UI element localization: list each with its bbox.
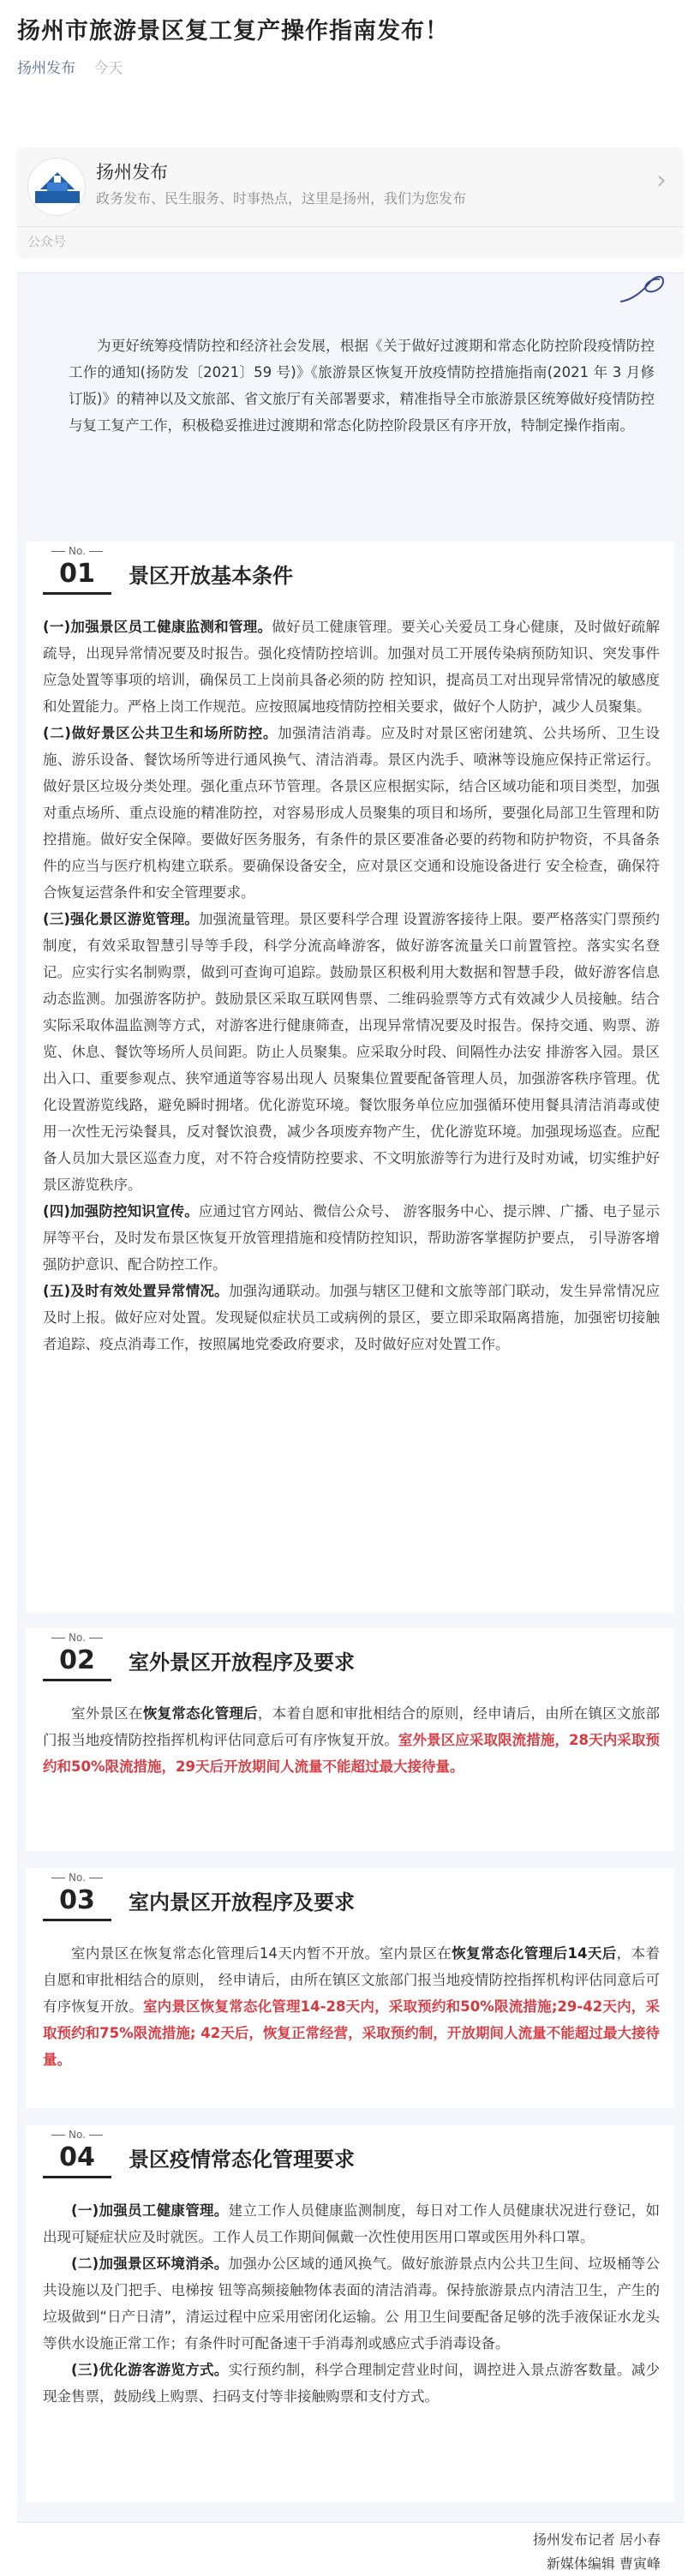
article-meta xyxy=(17,58,123,79)
chevron-right-icon: › xyxy=(656,165,667,195)
paragraph-text: 做好员工健康管理。要关心关爱员工身心健康，及时做好疏解疏导，出现异常情况要及时报告。强化疫情防控培训。加强对员工开展传染病预防知识、突发事件应急处置等事项的培训，确保员工上岗前具备必须的防 控知识，提高员工对出现异常情况的敏感度和处置能力。严格上岗工作规范。应按照属地疫情防控相关要求，做好个人防护，减少人员聚集。 xyxy=(43,619,660,715)
paragraph xyxy=(43,2197,660,2250)
paragraph xyxy=(43,2250,660,2357)
yangzhou-logo-icon xyxy=(28,159,86,216)
paragraph-lead: (二)加强景区环境消杀。 xyxy=(71,2255,229,2272)
section-body xyxy=(43,1940,660,2073)
paragraph-lead: (一)加强景区员工健康监测和管理。 xyxy=(43,619,272,635)
section-02 xyxy=(26,1628,674,1851)
section-number: 04 xyxy=(43,2141,111,2178)
paragraph-emphasis: 恢复常态化管理后14天后 xyxy=(452,1945,617,1962)
paragraph-lead: (三)优化游客游览方式。 xyxy=(71,2362,229,2378)
paragraph-text: 加强流量管理。景区要科学合理 设置游客接待上限。要严格落实门票预约制度，有效采取智慧引导等手段，科学分流高峰游客，做好游客流量关口前置管控。落实实名登记。应实行实名制购票，做到可查询可追踪。鼓励景区积极利用大数据和智慧手段，做好游客信息动态监测。加强游客防护。鼓励景区采取互联网售票、二维码验票等方式有效减少人员接触。结合实际采取体温监测等方式，对游客进行健康筛查，出现异常情况要及时报告。保持交通、购票、游览、休息、餐饮等场所人员间距。防止人员聚集。应采取分时段、间隔性办法安 排游客入园。景区出入口、重要参观点、狭窄通道等容易出现人 员聚集位置要配备管理人员，加强游客秩序管理。优化设置游览线路，避免瞬时拥堵。优化游览环境。餐饮服务单位应加强循环使用餐具清洁消毒或使用一次性无污染餐具，反对餐饮浪费，减少各项废弃物产生，优化游览环境。加强现场巡查。应配备人员加大景区巡查力度，对不符合疫情防控要求、不文明旅游等行为进行及时劝诫，切实维护好景区游览秩序。 xyxy=(43,911,660,1193)
paragraph-text: 加强清洁消毒。应及时对景区密闭建筑、公共场所、卫生设施、游乐设备、餐饮场所等进行通风换气、清洁消毒。景区内洗手、喷淋等设施应保持正常运行。做好景区垃圾分类处理。强化重点环节管理。各景区应根据实际，结合区域功能和项目类型，加强对重点场所、重点设施的精准防控，对容易形成人员聚集的项目和场所，要强化局部卫生管理和防控措施。做好安全保障。要做好医务服务，有条件的景区要准备必要的药物和防护物资，不具备条件的应当与医疗机构建立联系。要确保设备安全，应对景区交通和设施设备进行 安全检查，确保符合恢复运营条件和安全管理要求。 xyxy=(43,725,661,901)
section-04 xyxy=(26,2125,674,2502)
paragraph-lead: (一)加强员工健康管理。 xyxy=(71,2202,229,2219)
paragraph-lead: (二)做好景区公共卫生和场所防控。 xyxy=(43,725,278,741)
article-source-link[interactable]: 扬州发布 xyxy=(17,60,75,77)
section-body xyxy=(43,2197,660,2410)
paragraph-lead: (三)强化景区游览管理。 xyxy=(43,911,199,927)
section-title: 景区疫情常态化管理要求 xyxy=(129,2148,355,2172)
paragraph xyxy=(43,1198,660,1278)
paragraph-lead: (四)加强防控知识宣传。 xyxy=(43,1203,199,1219)
account-name: 扬州发布 xyxy=(96,162,168,183)
card-divider xyxy=(17,226,684,227)
paragraph-text: 室内景区在恢复常态化管理后14天内暂不开放。室内景区在 xyxy=(71,1945,452,1962)
account-avatar xyxy=(27,158,86,216)
section-number: 02 xyxy=(43,1644,111,1681)
reporter-credit: 扬州发布记者 居小春 xyxy=(532,2531,661,2548)
paragraph-lead: (五)及时有效处置异常情况。 xyxy=(43,1283,229,1299)
paragraph-text: 应通过官方网站、微信公众号、 游客服务中心、提示牌、广播、电子显示屏等平台，及时发布景区恢复开放管理措施和疫情防控知识，帮助游客掌握防护要点， 引导游客增强防护意识、配合防控工作。 xyxy=(43,1203,660,1273)
article-title: 扬州市旅游景区复工复产操作指南发布！ xyxy=(17,18,449,45)
section-body xyxy=(43,614,660,1357)
article-time: 今天 xyxy=(93,60,123,77)
paragraph-highlight: 室内景区恢复常态化管理14-28天内，采取预约和50%限流措施;29-42天内，采取预约和75%限流措施; 42天后，恢复正常经营，采取预约制，开放期间人流量不能超过最大接待量。 xyxy=(43,1998,660,2068)
paragraph-text: ，本着自愿和审批相结合的原则， 经申请后，由所在镇区文旅部门报当地疫情防控指挥机构评估同意后可有序恢复开放。 xyxy=(43,1945,660,2015)
section-no-label: No. xyxy=(43,545,111,557)
account-type: 公众号 xyxy=(27,234,67,249)
decorative-swirl-icon xyxy=(617,271,668,309)
section-03 xyxy=(26,1868,674,2108)
section-no-label: No. xyxy=(43,2129,111,2141)
article-footer xyxy=(533,2528,661,2576)
section-title: 景区开放基本条件 xyxy=(129,564,293,588)
section-title: 室外景区开放程序及要求 xyxy=(129,1650,355,1674)
paragraph xyxy=(43,906,660,1198)
paragraph-text: ，本着自愿和审批相结合的原则，经申请后，由所在镇区文旅部门报当地疫情防控指挥机构评估同意后可有序恢复开放。 xyxy=(43,1705,661,1748)
section-number: 03 xyxy=(43,1884,111,1921)
paragraph xyxy=(43,2357,660,2410)
paragraph xyxy=(43,1700,660,1780)
paragraph xyxy=(43,1940,660,2073)
paragraph-emphasis: 恢复常态化管理后 xyxy=(142,1705,258,1722)
editor-credit: 新媒体编辑 曹寅峰 xyxy=(546,2555,661,2572)
section-no-label: No. xyxy=(43,1632,111,1644)
intro-paragraph: 为更好统筹疫情防控和经济社会发展，根据《关于做好过渡期和常态化防控阶段疫情防控工作的通知(扬防发〔2021〕59 号)》《旅游景区恢复开放疫情防控措施指南(2021 年 3 月修订版)》的精神以及文旅部、省文旅厅有关部署要求，精准指导全市旅游景区统筹做好疫情防控与复工复产工作，积极稳妥推进过渡期和常态化防控阶段景区有序开放，特制定操作指南。 xyxy=(69,338,655,434)
section-body xyxy=(43,1700,660,1780)
paragraph xyxy=(43,720,660,906)
paragraph-text: 实行预约制，科学合理制定营业时间，调控进入景点游客数量。减少现金售票，鼓励线上购票、扫码支付等非接触购票和支付方式。 xyxy=(43,2362,660,2405)
account-description: 政务发布、民生服务、时事热点，这里是扬州，我们为您发布 xyxy=(96,190,467,207)
section-number: 01 xyxy=(43,557,111,595)
paragraph-text: 室外景区在 xyxy=(71,1705,143,1722)
paragraph-text: 加强沟通联动。加强与辖区卫健和文旅等部门联动，发生异常情况应及时上报。做好应对处置。发现疑似症状员工或病例的景区，要立即采取隔离措施，加强密切接触者追踪、疫点消毒工作，按照属地党委政府要求，及时做好应对处置工作。 xyxy=(43,1283,660,1352)
section-title: 室内景区开放程序及要求 xyxy=(129,1890,355,1914)
account-card[interactable] xyxy=(17,147,684,259)
paragraph-text: 建立工作人员健康监测制度，每日对工作人员健康状况进行登记，如出现可疑症状应及时就医。工作人员工作期间佩戴一次性使用医用口罩或医用外科口罩。 xyxy=(43,2202,660,2245)
paragraph xyxy=(43,614,660,720)
section-01 xyxy=(26,542,674,1613)
paragraph xyxy=(43,1278,660,1357)
section-no-label: No. xyxy=(43,1872,111,1884)
paragraph-text: 加强办公区域的通风换气。做好旅游景点内公共卫生间、垃圾桶等公共设施以及门把手、电梯按 钮等高频接触物体表面的清洁消毒。保持旅游景点内清洁卫生，产生的垃圾做到“日产日清”，清运过程中应采用密闭化运输。公 用卫生间要配备足够的洗手液保证水龙头等供水设施正常工作；有条件时可配备速干手消毒剂或感应式手消毒设备。 xyxy=(43,2255,660,2351)
paragraph-highlight: 室外景区应采取限流措施，28天内采取预约和50%限流措施，29天后开放期间人流量不能超过最大接待量。 xyxy=(43,1732,660,1775)
